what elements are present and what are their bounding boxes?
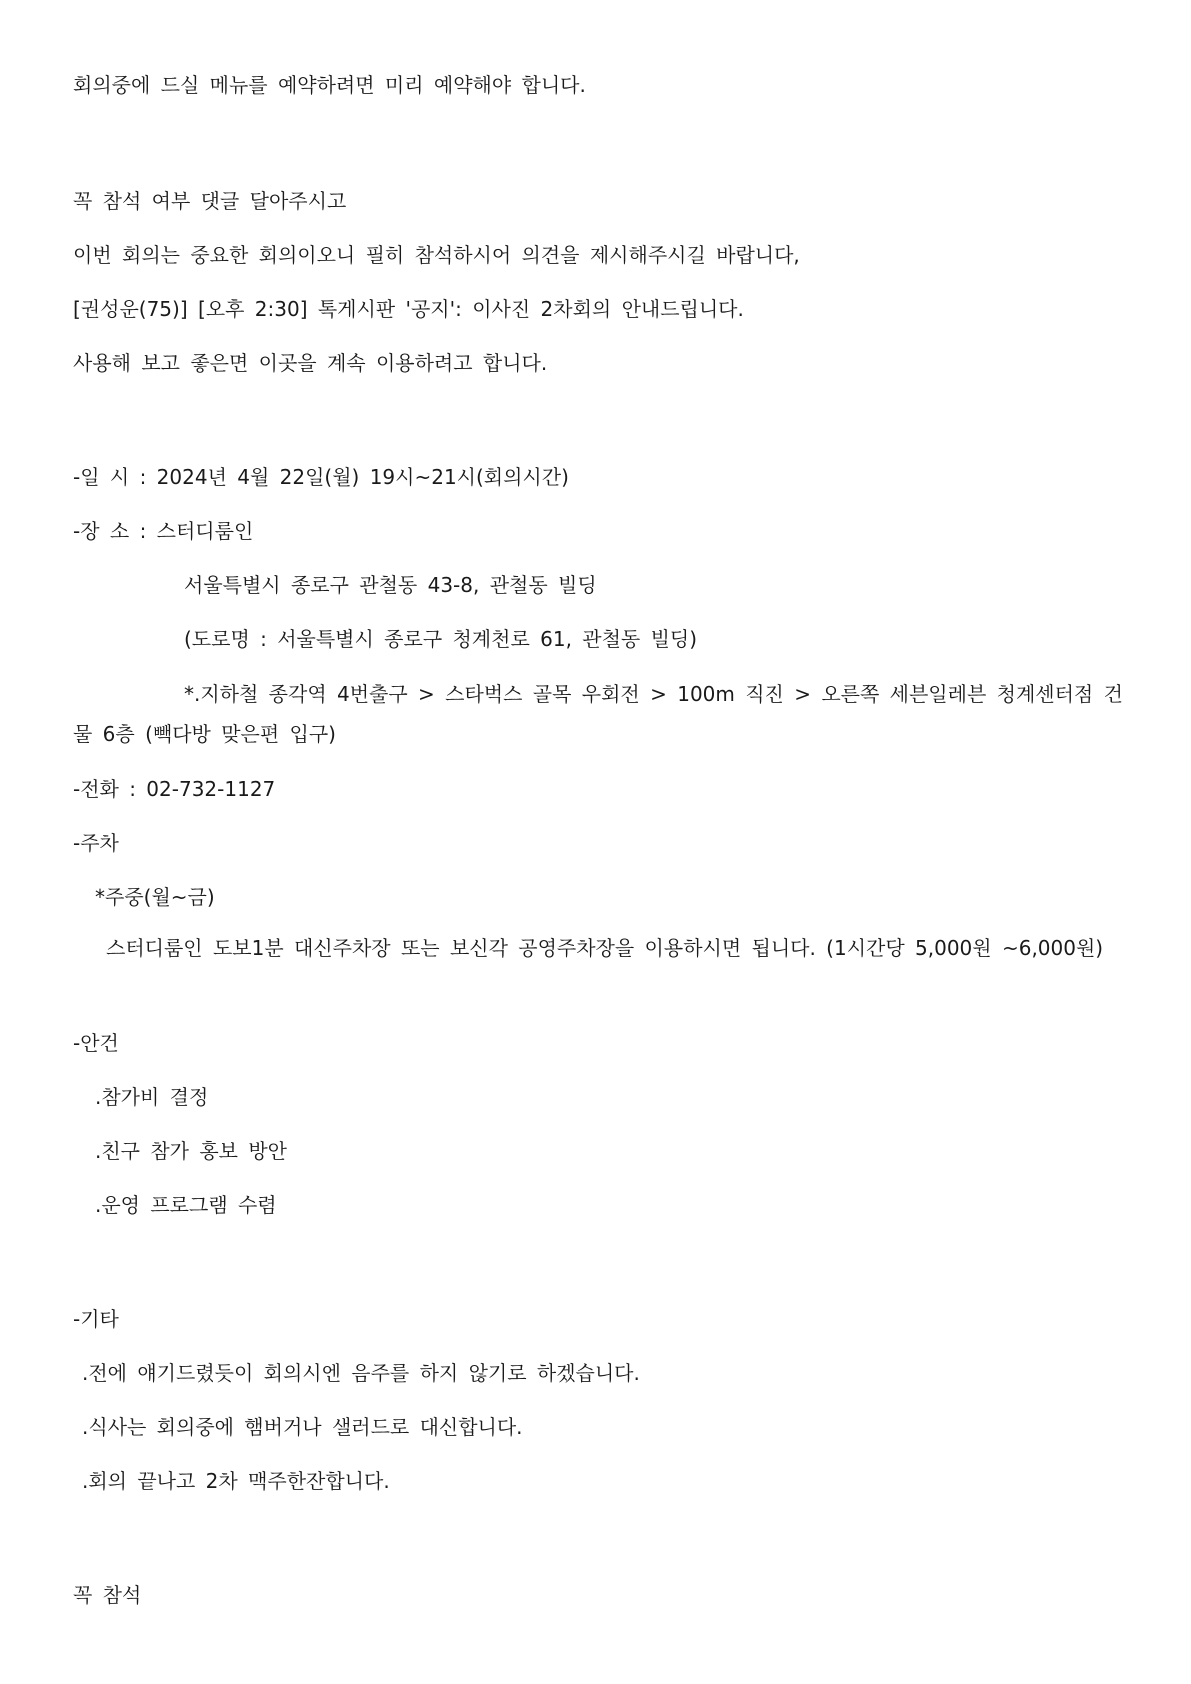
agenda-item: .친구 참가 홍보 방안 [95,1139,287,1163]
road-address-line: (도로명 : 서울특별시 종로구 청계천로 61, 관철동 빌딩) [184,627,698,651]
parking-weekday: *주중(월~금) [95,885,215,909]
agenda-item: .운영 프로그램 수렴 [95,1193,277,1217]
other-item: .전에 얘기드렸듯이 회의시엔 음주를 하지 않기로 하겠습니다. [82,1361,640,1385]
other-item: .회의 끝나고 2차 맥주한잔합니다. [82,1469,390,1493]
intro-line-3: 이번 회의는 중요한 회의이오니 필히 참석하시어 의견을 제시해주시길 바랍니다, [73,243,800,267]
datetime-line: -일 시 : 2024년 4월 22일(월) 19시~21시(회의시간) [73,465,569,489]
agenda-item: .참가비 결정 [95,1085,209,1109]
other-item: .식사는 회의중에 햄버거나 샐러드로 대신합니다. [82,1415,523,1439]
intro-line-1: 회의중에 드실 메뉴를 예약하려면 미리 예약해야 합니다. [73,73,586,97]
intro-line-4: [권성운(75)] [오후 2:30] 톡게시판 '공지': 이사진 2차회의 안내드립니다. [73,297,744,321]
agenda-heading: -안건 [73,1031,119,1055]
parking-info-paragraph: 스터디룸인 도보1분 대신주차장 또는 보신각 공영주차장을 이용하시면 됩니다. (1시간당 5,000원 ~6,000원) [106,936,1104,960]
intro-line-5: 사용해 보고 좋은면 이곳을 계속 이용하려고 합니다. [73,351,548,375]
closing-line: 꼭 참석 [73,1583,142,1607]
phone-line: -전화 : 02-732-1127 [73,777,276,801]
parking-heading: -주차 [73,831,119,855]
other-heading: -기타 [73,1307,119,1331]
directions-paragraph: *.지하철 종각역 4번출구 > 스타벅스 골목 우회전 > 100m 직진 > 오른쪽 세븐일레븐 청계센터점 건물 6층 (빽다방 맞은편 입구) [73,682,1123,746]
address-line: 서울특별시 종로구 관철동 43-8, 관철동 빌딩 [184,573,597,597]
place-line: -장 소 : 스터디룸인 [73,519,254,543]
intro-line-2: 꼭 참석 여부 댓글 달아주시고 [73,189,347,213]
